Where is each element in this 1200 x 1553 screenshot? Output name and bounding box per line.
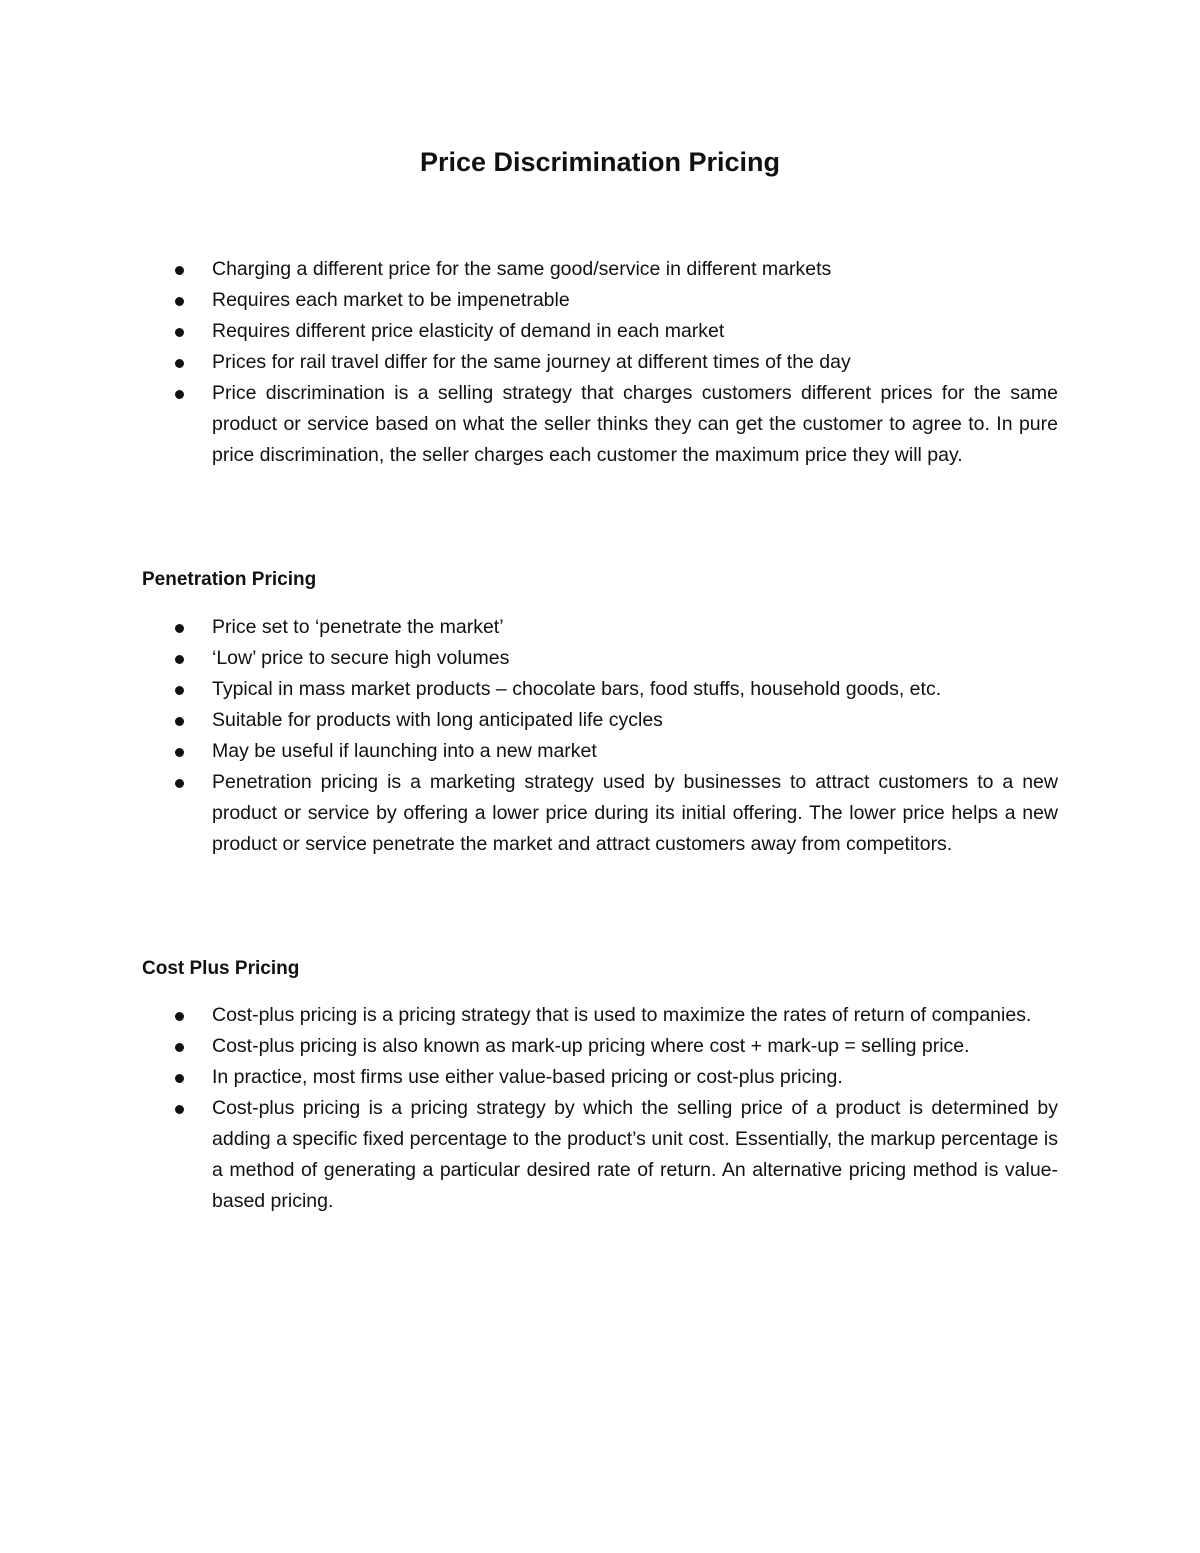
list-item (142, 347, 1058, 378)
cost-plus-pricing-list (142, 1000, 1058, 1217)
list-item-text: May be useful if launching into a new market (212, 740, 597, 762)
list-item (142, 1000, 1058, 1031)
list-item (142, 736, 1058, 767)
list-item-text: Price discrimination is a selling strategy that charges customers different prices for the same product or service based on what the seller thinks they can get the customer to agree to. In pure price discrimination, the seller charges each customer the maximum price they will pay. (212, 382, 1058, 466)
list-item (142, 674, 1058, 705)
bullet-icon (175, 1043, 184, 1052)
bullet-icon (175, 655, 184, 664)
list-item (142, 316, 1058, 347)
list-item-text: Requires each market to be impenetrable (212, 289, 570, 311)
list-item (142, 612, 1058, 643)
bullet-icon (175, 1105, 184, 1114)
section-heading-penetration-pricing: Penetration Pricing (142, 569, 317, 590)
bullet-icon (175, 328, 184, 337)
bullet-icon (175, 1012, 184, 1021)
list-item (142, 1093, 1058, 1217)
list-item-text: Penetration pricing is a marketing strategy used by businesses to attract customers to a new product or service by offering a lower price during its initial offering. The lower price helps a new product or service penetrate the market and attract customers away from competitors. (212, 771, 1058, 855)
bullet-icon (175, 624, 184, 633)
list-item (142, 254, 1058, 285)
list-item-text: Cost-plus pricing is also known as mark-up pricing where cost + mark-up = selling price. (212, 1035, 970, 1057)
price-discrimination-list (142, 254, 1058, 471)
list-item (142, 1031, 1058, 1062)
bullet-icon (175, 390, 184, 399)
list-item (142, 767, 1058, 860)
list-item (142, 1062, 1058, 1093)
page-title: Price Discrimination Pricing (419, 147, 781, 177)
list-item-text: In practice, most firms use either value-based pricing or cost-plus pricing. (212, 1066, 843, 1088)
bullet-icon (175, 359, 184, 368)
bullet-icon (175, 717, 184, 726)
list-item (142, 705, 1058, 736)
list-item-text: Price set to ‘penetrate the market’ (212, 616, 504, 638)
section-heading-cost-plus-pricing: Cost Plus Pricing (142, 958, 300, 979)
list-item-text: Cost-plus pricing is a pricing strategy by which the selling price of a product is determined by adding a specific fixed percentage to the product’s unit cost. Essentially, the markup percentage is a method of generating a particular desired rate of return. An alternative pricing method is value-based pricing. (212, 1097, 1058, 1212)
penetration-pricing-list (142, 612, 1058, 860)
list-item-text: Typical in mass market products – chocolate bars, food stuffs, household goods, etc. (212, 678, 942, 700)
list-item (142, 643, 1058, 674)
bullet-icon (175, 748, 184, 757)
list-item (142, 285, 1058, 316)
bullet-icon (175, 1074, 184, 1083)
list-item-text: Requires different price elasticity of demand in each market (212, 320, 725, 342)
list-item-text: Cost-plus pricing is a pricing strategy that is used to maximize the rates of return of companies. (212, 1004, 1032, 1026)
bullet-icon (175, 266, 184, 275)
bullet-icon (175, 297, 184, 306)
list-item-text: ‘Low’ price to secure high volumes (212, 647, 510, 669)
list-item-text: Charging a different price for the same good/service in different markets (212, 258, 832, 280)
bullet-icon (175, 779, 184, 788)
list-item-text: Prices for rail travel differ for the same journey at different times of the day (212, 351, 851, 373)
list-item-text: Suitable for products with long anticipated life cycles (212, 709, 663, 731)
bullet-icon (175, 686, 184, 695)
list-item (142, 378, 1058, 471)
